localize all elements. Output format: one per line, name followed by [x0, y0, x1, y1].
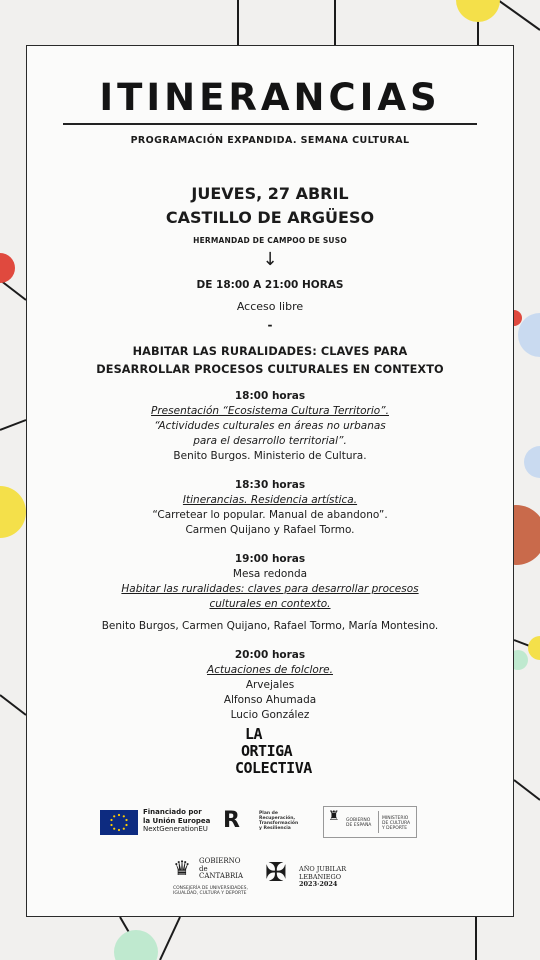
- la-ortiga-colectiva-logo: LA ORTIGA COLECTIVA: [235, 725, 312, 777]
- event-access: Acceso libre: [236, 300, 304, 313]
- program-people: Benito Burgos, Carmen Quijano, Rafael Tormo, María Montesino.: [101, 620, 439, 632]
- spain-crest-icon: ♜: [328, 809, 340, 824]
- eu-flag-icon: [100, 810, 138, 835]
- recovery-plan-text: Plan de Recuperación, Transformación y Resiliencia: [259, 811, 299, 831]
- sponsor-logos-row-2: [27, 854, 513, 900]
- theme-line-2: DESARROLLAR PROCESOS CULTURALES EN CONTEXTO: [96, 363, 444, 376]
- program-description: “Carretear lo popular. Manual de abandono”.: [152, 509, 388, 521]
- program-time: 18:30 horas: [234, 479, 306, 491]
- cantabria-ministry-text: CONSEJERÍA DE UNIVERSIDADES, IGUALDAD, CULTURA Y DEPORTE: [173, 886, 248, 896]
- program-format: Mesa redonda: [232, 568, 308, 580]
- yellow-dot-top: [456, 0, 500, 22]
- program-title: Habitar las ruralidades: claves para desarrollar procesos: [121, 583, 419, 595]
- program-title: culturales en contexto.: [209, 598, 331, 610]
- program-time: 18:00 horas: [234, 390, 306, 402]
- cantabria-crest-icon: ♛: [173, 856, 191, 880]
- program-description: para el desarrollo territorial”.: [193, 435, 347, 447]
- blue-dot-right-2: [524, 446, 540, 478]
- program-item: [27, 552, 513, 634]
- title-divider: [63, 123, 477, 125]
- separator-dash: -: [267, 318, 273, 332]
- event-venue: CASTILLO DE ARGÜESO: [165, 208, 375, 227]
- jubilee-cross-icon: ✠: [265, 858, 287, 888]
- program-time: 19:00 horas: [234, 553, 306, 565]
- program-title: Presentación “Ecosistema Cultura Territorio”.: [151, 405, 389, 417]
- green-dot-bottom: [114, 930, 158, 960]
- red-dot-left: [0, 253, 15, 283]
- theme-line-1: HABITAR LAS RURALIDADES: CLAVES PARA: [132, 345, 408, 358]
- program-item: [27, 389, 513, 464]
- program-schedule: [27, 389, 513, 729]
- event-date: JUEVES, 27 ABRIL: [191, 184, 349, 203]
- event-date-venue: [27, 182, 513, 230]
- program-item: [27, 478, 513, 538]
- performer: Lucio González: [230, 709, 310, 721]
- program-item: [27, 648, 513, 723]
- program-title: Itinerancias. Residencia artística.: [182, 494, 358, 506]
- event-theme: [27, 343, 513, 379]
- program-people: Carmen Quijano y Rafael Tormo.: [185, 524, 355, 536]
- program-people: Benito Burgos. Ministerio de Cultura.: [173, 450, 367, 462]
- program-title: Actuaciones de folclore.: [207, 664, 333, 676]
- poster-subtitle: PROGRAMACIÓN EXPANDIDA. SEMANA CULTURAL: [130, 135, 410, 146]
- program-description: “Actividudes culturales en áreas no urbanas: [154, 420, 386, 432]
- arrow-down-icon: ↓: [262, 249, 278, 270]
- program-time: 20:00 horas: [234, 649, 306, 661]
- eu-funding-text: Financiado por la Unión Europea NextGenerationEU: [143, 808, 211, 833]
- recovery-plan-icon: R: [223, 808, 240, 833]
- performer: Alfonso Ahumada: [223, 694, 317, 706]
- ministry-logo: ♜ GOBIERNO DE ESPAÑA MINISTERIO DE CULTURA Y DEPORTE: [323, 806, 417, 838]
- event-organizer: HERMANDAD DE CAMPOO DE SUSO: [193, 236, 347, 245]
- poster-title: ITINERANCIAS: [99, 76, 441, 119]
- event-poster-card: [26, 45, 514, 917]
- sponsor-logos-row-1: [27, 806, 513, 842]
- yellow-dot-right: [528, 636, 540, 660]
- cantabria-government-text: GOBIERNO de CANTABRIA: [199, 857, 244, 880]
- yellow-dot-left: [0, 486, 26, 538]
- event-hours: DE 18:00 A 21:00 HORAS: [196, 279, 344, 291]
- performer: Arvejales: [245, 679, 295, 691]
- jubilee-year-text: AÑO JUBILAR LEBANIEGO 2023·2024: [299, 865, 347, 888]
